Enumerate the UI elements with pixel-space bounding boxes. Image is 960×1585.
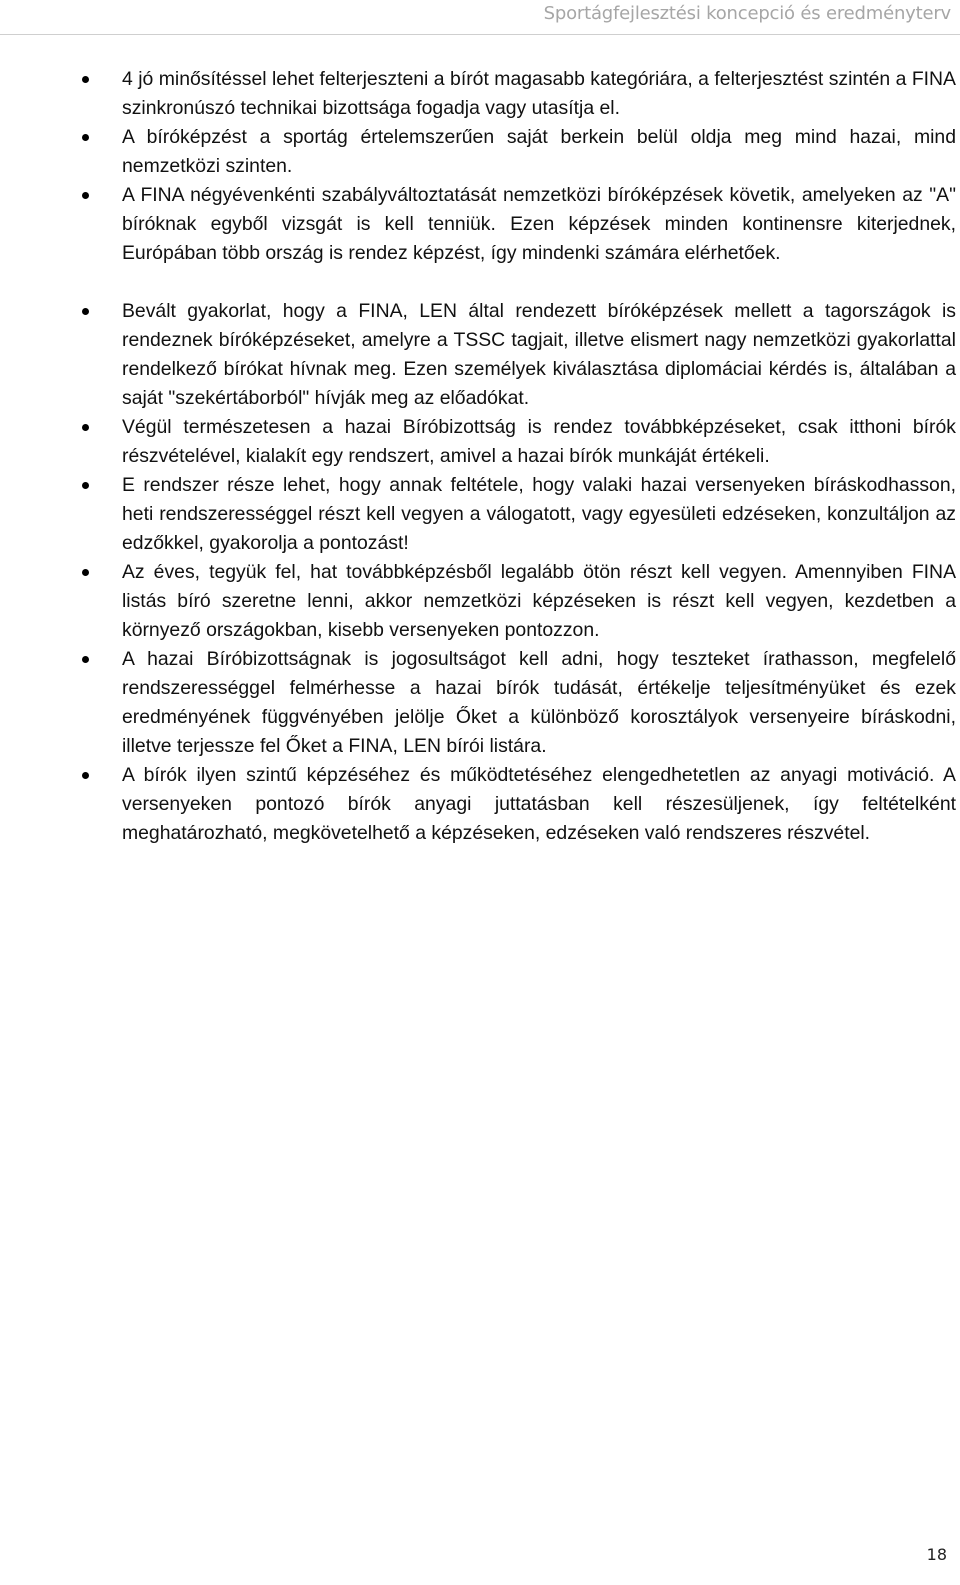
document-body [0,65,960,848]
header-title: Sportágfejlesztési koncepció és eredményterv [543,3,951,24]
list-item [122,558,956,645]
bullet-icon [82,772,89,779]
list-item [122,297,956,413]
list-item [122,65,956,123]
bullet-icon [82,482,89,489]
list-item-text: A bíróképzést a sportág értelemszerűen saját berkein belül oldja meg mind hazai, mind nemzetközi szinten. [122,126,956,177]
list-item [122,645,956,761]
list-item-text: E rendszer része lehet, hogy annak feltétele, hogy valaki hazai versenyeken bíráskodhasson, heti rendszerességgel részt kell vegyen a válogatott, vagy egyesületi edzéseken, konzultáljon az edzőkkel, gyakorolja a pontozást! [122,474,956,554]
list-item [122,181,956,268]
page-header [0,0,960,35]
list-item-text: Bevált gyakorlat, hogy a FINA, LEN által rendezett bíróképzések mellett a tagországok is rendeznek bíróképzéseket, amelyre a TSSC tagjait, illetve elismert nagy nemzetközi gyakorlattal rendelkező bírókat hívnak meg. Ezen személyek kiválasztása diplomáciai kérdés is, általában a saját "szekértáborból" hívják meg az előadókat. [122,300,956,409]
list-item-text: A FINA négyévenkénti szabályváltoztatását nemzetközi bíróképzések követik, amelyeken az "A" bíróknak egyből vizsgát is kell tenniük. Ezen képzések minden kontinensre kiterjednek, Európában több ország is rendez képzést, így mindenki számára elérhetőek. [122,184,956,264]
bullet-icon [82,424,89,431]
list-item [122,471,956,558]
bullet-icon [82,569,89,576]
list-item [122,761,956,848]
page-number: 18 [926,1545,947,1564]
bullet-icon [82,134,89,141]
list-item [122,413,956,471]
list-item [122,123,956,181]
bullet-icon [82,76,89,83]
list-item-text: Az éves, tegyük fel, hat továbbképzésből legalább ötön részt kell vegyen. Amennyiben FINA listás bíró szeretne lenni, akkor nemzetközi képzéseken is részt kell vegyen, kezdetben a környező országokban, kisebb versenyeken pontozzon. [122,561,956,641]
list-item-text: A bírók ilyen szintű képzéséhez és működtetéséhez elengedhetetlen az anyagi motiváció. A versenyeken pontozó bírók anyagi juttatásban kell részesüljenek, így feltételként meghatározható, megkövetelhető a képzéseken, edzéseken való rendszeres részvétel. [122,764,956,844]
list-item-text: A hazai Bíróbizottságnak is jogosultságot kell adni, hogy teszteket írathasson, megfelelő rendszerességgel felmérhesse a hazai bírók tudását, értékelje teljesítményüket és ezek eredményének függvényében jelölje Őket a különböző korosztályok versenyeire bíráskodni, illetve terjessze fel Őket a FINA, LEN bírói listára. [122,648,956,757]
bullet-icon [82,308,89,315]
list-item-text: 4 jó minősítéssel lehet felterjeszteni a bírót magasabb kategóriára, a felterjesztést szintén a FINA szinkronúszó technikai bizottsága fogadja vagy utasítja el. [122,68,956,119]
bullet-icon [82,656,89,663]
list-item-text: Végül természetesen a hazai Bíróbizottság is rendez továbbképzéseket, csak itthoni bírók részvételével, kialakít egy rendszert, amivel a hazai bírók munkáját értékeli. [122,416,956,467]
bullet-icon [82,192,89,199]
bullet-list [0,65,960,848]
